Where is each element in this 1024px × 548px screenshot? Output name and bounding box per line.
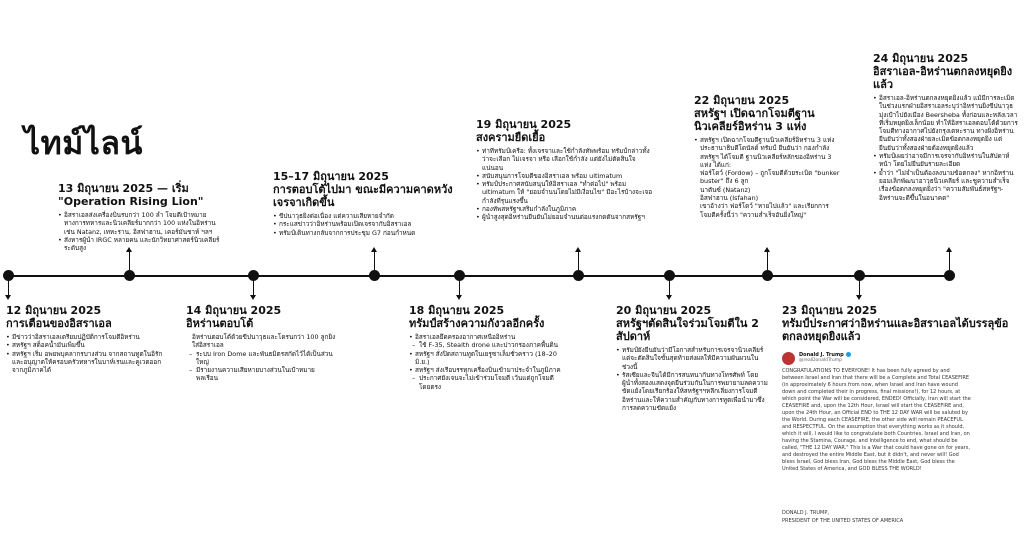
bullet-item: • กระแสข่าวว่าอิหร่านพร้อมเปิดเจรจากับอิสราเอล: [273, 220, 463, 228]
event-bullets: [476, 147, 654, 222]
bullet-item: • สหรัฐฯ สั่งปิดสถานทูตในเยรูซาเล็มชั่วคราว (18–20 มิ.ย.): [409, 350, 569, 367]
event-jun-14: [186, 304, 336, 383]
bullet-item: • ทรัมป์ประกาศสนับสนุนให้อิสราเอล "ทำต่อไป" พร้อม ultimatum ให้ "ยอมจำนนโดยไม่มีเงื่อนไข" มีอะไรบ้างจะเจอกำลังที่รุนแรงขึ้น: [476, 180, 654, 205]
connector-18: [459, 281, 460, 296]
timeline-dot-14: [248, 270, 259, 281]
bullet-item: – มีรายงานความเสียหายบางส่วนในเป้าหมายพลเรือน: [186, 366, 336, 383]
tweet-signature: DONALD J. TRUMP,: [782, 510, 829, 516]
arrowhead-23: [856, 295, 862, 300]
bullet-item: • ขีปนาวุธยิงต่อเนื่อง แต่ความเสียหายจำกัด: [273, 212, 463, 220]
event-bullets: [873, 94, 1018, 202]
event-title: ทรัมป์ประกาศว่าอิหร่านและอิสราเอลได้บรรลุข้อตกลงหยุดยิงแล้ว: [782, 317, 1009, 343]
avatar: [782, 352, 795, 365]
timeline-dot-18: [454, 270, 465, 281]
event-jun-24: [873, 52, 1018, 202]
timeline-axis: [6, 275, 952, 277]
timeline-dot-20: [664, 270, 675, 281]
bullet-item: • ทรัมป์เดินทางกลับจากการประชุม G7 ก่อนกำหนด: [273, 229, 463, 237]
event-bullets: [409, 333, 569, 391]
event-jun-13: [58, 182, 228, 252]
bullet-item: • อิสราเอล-อิหร่านตกลงหยุดยิงแล้ว แม้มีการละเมิดในช่วงแรกฝ่ายอิสราเอลระบุว่าอิหร่านยิงขีปนาวุธ มุ่งเป้าไปยังเมือง Beersheba ทั้งก่อนและหลังเวลาที่เริ่มหยุดยิงเล็กน้อย ทำให้อิสราเอลตอบโต้ด้วยการโจมตีทางอากาศไปยังกรุงเตหะราน ทางฝั่งอิหร่านยืนยันว่าทั้งสองฝ่ายละเมิดข้อตกลงหยุดยิง แต่ยืนยันว่าทั้งสองฝ่ายต้องหยุดยิงแล้ว: [873, 94, 1018, 152]
arrowhead-12: [5, 295, 11, 300]
event-title: สงครามยืดเยื้อ: [476, 131, 546, 144]
timeline-dot-24: [944, 270, 955, 281]
bullet-item: • สนับสนุนการโจมตีของอิสราเอล พร้อม ultimatum: [476, 172, 654, 180]
event-date: 12 มิถุนายน 2025: [6, 304, 102, 317]
event-date: 20 มิถุนายน 2025: [616, 304, 712, 317]
bullet-item: • มีข่าวว่าอิสราเอลเตรียมปฏิบัติการโจมตีอิหร่าน: [6, 333, 166, 341]
bullet-item: • รัสเซียและจีนได้มีการสนทนากันทางโทรศัพท์ โดยผู้นำทั้งสองแสดงจุดยืนร่วมกันในการพยายามลดความขัดแย้งโดยเรียกร้องให้สหรัฐฯฯหลีกเลี่ยงการโจมตีอิหร่านและให้ความสำคัญกับทางการทูตเพื่อนำมาซึ่งการลดความขัดแย้ง: [616, 371, 768, 412]
arrowhead-15: [371, 247, 377, 252]
event-jun-19: [476, 118, 654, 222]
event-jun-15-17: [273, 170, 463, 237]
timeline-dot-13: [124, 270, 135, 281]
tweet-author-text: Donald J. Trump: [799, 352, 844, 358]
bullet-item: • อิสราเอลยึดครองอากาศเหนืออิหร่าน: [409, 333, 569, 341]
connector-19: [578, 251, 579, 270]
event-title: สหรัฐฯตัดสินใจร่วมโจมตีใน 2 สัปดาห์: [616, 317, 759, 343]
event-title: ทรัมป์สร้างความกังวลอีกครั้ง: [409, 317, 545, 330]
connector-22: [767, 251, 768, 270]
timeline-dot-23: [854, 270, 865, 281]
bullet-item: • ทรัมป์เผยว่าอาจมีการเจรจากับอิหร่านในสัปดาห์หน้า โดยไม่ยืนยันรายละเอียด: [873, 152, 1018, 169]
page-title: ไทม์ไลน์: [24, 124, 143, 162]
arrowhead-22: [764, 247, 770, 252]
bullet-item: อิสฟาฮาน (Isfahan): [700, 194, 759, 203]
event-date: 24 มิถุนายน 2025: [873, 52, 969, 65]
event-date: 22 มิถุนายน 2025: [694, 94, 790, 107]
arrowhead-24: [946, 247, 952, 252]
bullet-item: อิหร่านตอบโต้ด้วยขีปนาวุธและโดรนกว่า 100 ลูกยิงใส่อิสราเอล: [192, 333, 336, 350]
bullet-item: • อิสราเอลส่งเครื่องบินรบกว่า 100 ลำ โจมตีเป้าหมายทางการทหารและนิวเคลียร์มากกว่า 100 แห่งในอิหร่าน เช่น Natanz, เทหะราน, อิสฟาฮาน, เคอร์มันชาห์ ฯลฯ: [58, 211, 228, 236]
arrowhead-14: [250, 295, 256, 300]
bullet-item: • ย้ำว่า "ไม่จำเป็นต้องลงนามข้อตกลง" หากอิหร่านยอมเลิกพัฒนาอาวุธนิวเคลียร์ และชูความสำเร็จเรื่องข้อตกลงหยุดยิงว่า "ความสัมพันธ์สหรัฐฯ-อิหร่านจะดีขึ้นในอนาคต": [873, 169, 1018, 202]
event-title: อิสราเอล-อิหร่านตกลงหยุดยิงแล้ว: [873, 65, 1013, 91]
tweet-signature-title: PRESIDENT OF THE UNITED STATES OF AMERICA: [782, 518, 904, 524]
bullet-item: นาตันซ์ (Natanz): [700, 185, 751, 194]
event-title: การตอบโต้ไปมา ขณะมีความคาดหวังเจรจาเกิดขึ้น: [273, 183, 453, 209]
arrowhead-18: [456, 295, 462, 300]
event-bullets: [186, 333, 336, 383]
event-title: สหรัฐฯ เปิดฉากโจมตีฐานนิวเคลียร์อิหร่าน 3 แห่ง: [694, 107, 815, 133]
bullet-item: • สหรัฐฯ เริ่ม อพยพบุคลากรบางส่วน จากสถานทูตในอิรักและอนุญาตให้ครอบครัวทหารในบาห์เรนและคูเวตออกจากภูมิภาคได้: [6, 350, 166, 375]
event-jun-18: [409, 304, 569, 391]
event-jun-20: [616, 304, 768, 412]
bullet-item: • ทรัมป์ยังยืนยันว่ามีโอกาสสำหรับการเจรจานิวเคลียร์ แต่จะตัดสินใจขั้นสุดท้ายส่งผลให้มีความผันผวนในช่วงนี้: [616, 346, 768, 371]
event-title: อิหร่านตอบโต้: [186, 317, 254, 330]
bullet-item: • สหรัฐฯ เปิดฉากโจมตีฐานนิวเคลียร์อิหร่าน 3 แห่ง: [694, 136, 844, 144]
event-title: "Operation Rising Lion": [58, 195, 204, 208]
event-jun-23: [782, 304, 1018, 343]
bullet-item: • กองทัพสหรัฐฯเสริมกำลังในภูมิภาค: [476, 205, 654, 213]
bullet-item: เขาอ้างว่า ฟอร์โดว์ "หายไปแล้ว" และเรียกการโจมตีครั้งนี้ว่า "ความสำเร็จอันยิ่งใหญ่": [700, 202, 829, 219]
connector-13: [129, 251, 130, 270]
arrowhead-20: [666, 295, 672, 300]
timeline-dot-12: [3, 270, 14, 281]
event-date: 13 มิถุนายน 2025 — เริ่ม: [58, 182, 189, 195]
event-date: 23 มิถุนายน 2025: [782, 304, 878, 317]
event-bullets: [273, 212, 463, 237]
bullet-item: – ประกาศยังเจนจะไม่เข้าร่วมโจมตี เว้นแต่ถูกโจมตีโดยตรง: [409, 374, 569, 391]
timeline-dot-15: [369, 270, 380, 281]
connector-15: [374, 251, 375, 270]
event-jun-22: [694, 94, 844, 219]
bullet-item: • ผู้นำสูงสุดอิหร่านยืนยันไม่ยอมจำนนต่อแรงกดดันจากสหรัฐฯ: [476, 213, 654, 221]
event-date: 19 มิถุนายน 2025: [476, 118, 572, 131]
connector-12: [8, 281, 9, 296]
event-date: 14 มิถุนายน 2025: [186, 304, 282, 317]
event-bullets: [6, 333, 166, 374]
bullet-item: • สังหารผู้นำ IRGC หลายคน และนักวิทยาศาสตร์นิวเคลียร์ระดับสูง: [58, 236, 228, 253]
event-bullets: [616, 346, 768, 412]
tweet-author-handle: @realDonaldTrump: [799, 358, 842, 363]
bullet-item: ฟอร์โดว์ (Fordow) – ถูกโจมตีด้วยระเบิด "bunker buster" ถึง 6 ลูก: [700, 169, 840, 186]
bullet-item: • ท่าทีทรัมป์เครือ: ทั้งเจรจาและใช้กำลังทัพพร้อม ทรัมป์กล่าวทั้งว่าจะเลือก ไม่เจรจา หรือ เลือกใช้กำลัง แต่ยังไม่ตัดสินใจแน่นอน: [476, 147, 654, 172]
event-date: 18 มิถุนายน 2025: [409, 304, 505, 317]
bullet-item: • สหรัฐฯ ส่งเรือบรรทุกเครื่องบินเข้ามาประจำในภูมิภาค: [409, 366, 569, 374]
bullet-item: ประธานาธิบดีโดนัลด์ ทรัมป์ ยืนยันว่า กองกำลังสหรัฐฯ ได้โจมตี ฐานนิวเคลียร์หลักของอิหร่าน 3 แห่ง ได้แก่:: [700, 144, 832, 169]
connector-14: [253, 281, 254, 296]
event-date: 15–17 มิถุนายน 2025: [273, 170, 389, 183]
bullet-item: • สหรัฐฯ สต็อคน้ำมันเพิ่มขึ้น: [6, 341, 166, 349]
connector-20: [669, 281, 670, 296]
connector-23: [859, 281, 860, 296]
arrowhead-19: [575, 247, 581, 252]
timeline-dot-22: [762, 270, 773, 281]
bullet-item: – ใช้ F-35, Stealth drone และปาวกรองภาคพื้นดิน: [409, 341, 569, 349]
bullet-item: – ระบบ Iron Dome และพันธมิตรสกัดไว้ได้เป็นส่วนใหญ่: [186, 350, 336, 367]
event-title: การเตือนของอิสราเอล: [6, 317, 112, 330]
verified-badge-icon: [846, 352, 851, 357]
event-bullets: [58, 211, 228, 252]
timeline-dot-19: [573, 270, 584, 281]
tweet-body: CONGRATULATIONS TO EVERYONE! It has been fully agreed by and between Israel and Iran that there will be a Complete and Total CEASEFIRE (in approximately 6 hours from now, when Israel and Iran have wound down and completed their in progress, final missions!), for 12 hours, at which point the War will be considered, ENDED! Officially, Iran will start the CEASEFIRE and, upon the 12th Hour, Israel will start the CEASEFIRE and, upon the 24th Hour, an Official END to THE 12 DAY WAR will be saluted by the World. During each CEASEFIRE, the other side will remain PEACEFUL and RESPECTFUL. On the assumption that everything works as it should, which it will, I would like to congratulate both Countries, Israel and Iran, on having the Stamina, Courage, and Intelligence to end, what should be called, "THE 12 DAY WAR." This is a War that could have gone on for years, and destroyed the entire Middle East, but it didn't, and never will! God bless Israel, God bless Iran, God bless the Middle East, God bless the United States of America, and GOD BLESS THE WORLD!: [782, 368, 971, 472]
connector-24: [949, 251, 950, 270]
event-bullets: [694, 136, 844, 219]
event-jun-12: [6, 304, 166, 374]
